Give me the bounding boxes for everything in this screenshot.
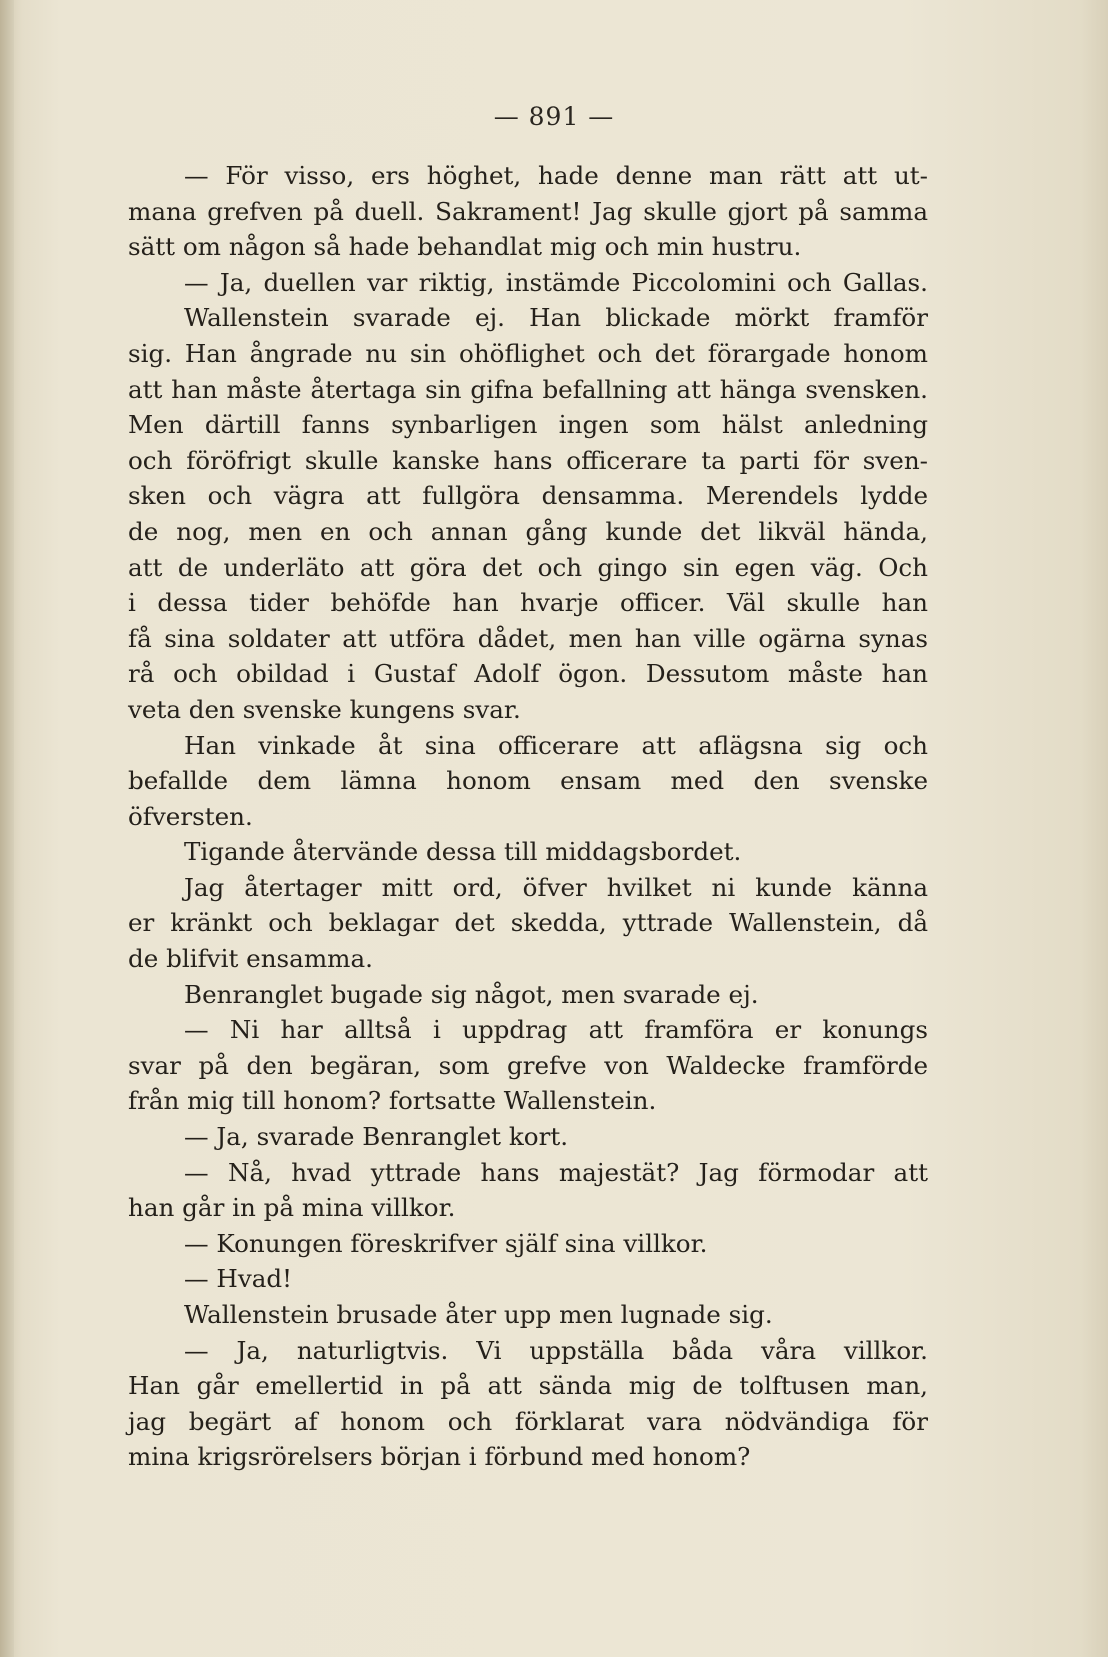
page-gutter [0, 0, 14, 1657]
text-line: de nog, men en och annan gång kunde det likväl hända, [128, 516, 928, 546]
text-line: Han går emellertid in på att sända mig de tolftusen man, [128, 1371, 928, 1401]
text-line: Men därtill fanns synbarligen ingen som hälst anledning [128, 410, 928, 440]
text-line: — Hvad! [184, 1264, 293, 1294]
text-line: och föröfrigt skulle kanske hans officerare ta parti för sven- [128, 445, 928, 475]
text-line: veta den svenske kungens svar. [128, 694, 521, 724]
text-line: att de underläto att göra det och gingo sin egen väg. Och [128, 552, 928, 582]
text-line: Tigande återvände dessa till middagsbordet. [184, 837, 742, 867]
text-line: Benranglet bugade sig något, men svarade ej. [184, 979, 759, 1009]
text-line: — Ja, duellen var riktig, instämde Piccolomini och Gallas. [184, 267, 928, 297]
text-line: att han måste återtaga sin gifna befallning att hänga svensken. [128, 374, 928, 404]
text-line: Wallenstein brusade åter upp men lugnade sig. [184, 1300, 773, 1329]
text-line: mana grefven på duell. Sakrament! Jag skulle gjort på samma [128, 196, 928, 226]
text-line: befallde dem lämna honom ensam med den svenske [128, 766, 928, 796]
text-line: — Nå, hvad yttrade hans majestät? Jag förmodar att [184, 1157, 928, 1187]
text-line: er kränkt och beklagar det skedda, yttrade Wallenstein, då [128, 908, 928, 938]
text-line: Wallenstein svarade ej. Han blickade mörkt framför [184, 303, 928, 333]
text-line: han går in på mina villkor. [128, 1193, 456, 1223]
text-line: sätt om någon så hade behandlat mig och min hustru. [128, 232, 802, 262]
text-line: — Ja, naturligtvis. Vi uppställa båda våra villkor. [184, 1335, 928, 1365]
body-text [128, 158, 928, 1475]
text-line: mina krigsrörelsers början i förbund med honom? [128, 1442, 751, 1472]
text-line: Jag återtager mitt ord, öfver hvilket ni kunde känna [184, 872, 928, 902]
text-line: — För visso, ers höghet, hade denne man rätt att ut- [184, 161, 928, 190]
text-line: svar på den begäran, som grefve von Waldecke framförde [128, 1050, 928, 1080]
text-line: från mig till honom? fortsatte Wallenstein. [128, 1086, 657, 1116]
text-line: Han vinkade åt sina officerare att aflägsna sig och [184, 730, 928, 760]
text-line: — Konungen föreskrifver själf sina villkor. [184, 1228, 708, 1258]
text-line: — Ja, svarade Benranglet kort. [184, 1122, 569, 1152]
text-line: i dessa tider behöfde han hvarje officer. Väl skulle han [128, 588, 928, 618]
text-line: sken och vägra att fullgöra densamma. Merendels lydde [128, 481, 928, 511]
text-line: öfversten. [128, 801, 253, 831]
text-line: jag begärt af honom och förklarat vara nödvändiga för [128, 1406, 928, 1436]
page-number: — 891 — [493, 102, 615, 131]
text-line: rå och obildad i Gustaf Adolf ögon. Dessutom måste han [128, 659, 928, 689]
text-line: sig. Han ångrade nu sin ohöflighet och det förargade honom [128, 338, 928, 368]
text-line: — Ni har alltså i uppdrag att framföra er konungs [184, 1015, 928, 1045]
text-line: få sina soldater att utföra dådet, men han ville ogärna synas [128, 623, 928, 653]
text-line: de blifvit ensamma. [128, 944, 373, 974]
